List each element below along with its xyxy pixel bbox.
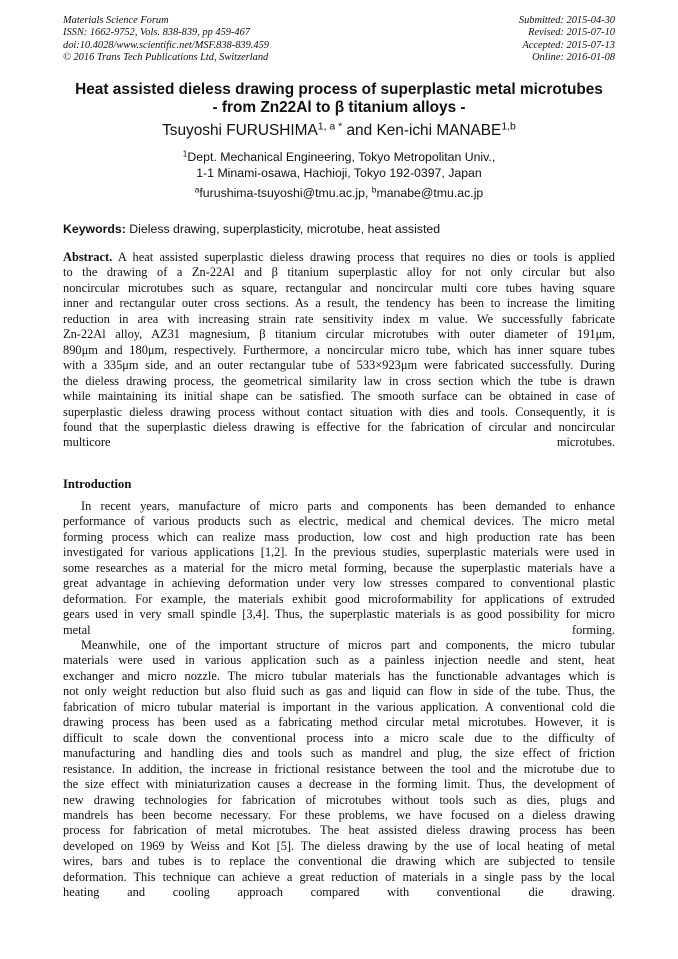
- paragraph-line: the size effect with miniaturization causes a decrease in the forming limit. Thus, the development of: [63, 777, 615, 792]
- paragraph-line: In recent years, manufacture of micro parts and components has been demanded to enhance: [81, 499, 615, 513]
- submitted-date: Submitted: 2015-04-30: [518, 15, 615, 26]
- introduction-paragraph-1: [63, 499, 615, 638]
- paragraph-line: wires, bars and tubes is to replace the conventional die drawing which are subjected to tensile: [63, 854, 615, 869]
- paragraph-line: fabrication of micro tubular material is important in the various application. A conventional cold die: [63, 699, 615, 714]
- author-2: Ken-ichi MANABE: [376, 122, 502, 139]
- paragraph-line: exchanger and micro nozzle. The micro tubular materials has the functionable advantages which is: [63, 668, 615, 683]
- author-1: Tsuyoshi FURUSHIMA: [162, 122, 318, 139]
- paragraph-line: process for fabrication of metal microtubes. The heat assisted dieless drawing process has been: [63, 823, 615, 838]
- revised-date: Revised: 2015-07-10: [528, 27, 615, 39]
- paragraph-line: investigated for various applications [1,2]. In the previous studies, superplastic materials were used in: [63, 545, 615, 560]
- paragraph-line: new drawing technologies for fabrication of microtubes without tools such as dies, plugs and: [63, 792, 615, 807]
- paragraph-line: Meanwhile, one of the important structure of micros part and components, the micro tubular: [81, 638, 615, 652]
- author-list: [40, 121, 638, 140]
- paragraph-line: difficult to scale down the conventional process into a micro scale due to the difficulty of: [63, 730, 615, 745]
- affiliation-mark: 1: [182, 148, 188, 159]
- abstract-line: with a 335μm side, and an outer rectangular tube of 533×923μm were fabricated successfully. During: [63, 358, 615, 373]
- introduction-paragraph-2: [63, 638, 615, 901]
- paragraph-line: metal forming.: [63, 622, 615, 637]
- affiliation-line-2: 1-1 Minami-osawa, Hachioji, Tokyo 192-0397, Japan: [196, 166, 482, 180]
- dates-header: [519, 15, 615, 64]
- abstract-line: Zn-22Al alloy, AZ31 magnesium, β titanium circular microtubes with outer diameter of 191μm,: [63, 327, 615, 342]
- issn-line: ISSN: 1662-9752, Vols. 838-839, pp 459-467: [63, 27, 251, 39]
- title-line-2: - from Zn22Al to β titanium alloys -: [212, 99, 466, 116]
- keywords: [63, 221, 440, 237]
- paragraph-line: resistance. In addition, the increase in frictional resistance between the tool and the microtube due to: [63, 761, 615, 776]
- paragraph-line: manufacturing and handling dies and tools such as mandrel and plug, the size effect of friction: [63, 746, 615, 761]
- paragraph-line: deformation. For example, the materials exhibit good microformability for applications of extruded: [63, 591, 615, 606]
- paragraph-line: not only weight reduction but also fluid such as gas and liquid can flow in side of the tube. Thus, the: [63, 684, 615, 699]
- abstract-line: 890μm and 180μm, respectively. Furthermore, a noncircular micro tube, which has inner square tubes: [63, 342, 615, 357]
- author-emails: [40, 185, 638, 201]
- paragraph-line: drawing process has been used as a fabricating method circular metal microtubes. However, it is: [63, 715, 615, 730]
- affiliation: [40, 149, 638, 181]
- paragraph-line: great advantage in achieving deformation under very low stresses compared to conventional plastic: [63, 576, 615, 591]
- doi-line: doi:10.4028/www.scientific.net/MSF.838-839.459: [63, 39, 269, 51]
- author-connector: and: [342, 122, 377, 139]
- abstract-line: while maintaining its initial shape can be satisfied. The smooth surface can be obtained in case of: [63, 389, 615, 404]
- keywords-text: Dieless drawing, superplasticity, microtube, heat assisted: [125, 222, 441, 236]
- paragraph-line: some researches as a material for the micro metal forming, because the superplastic materials have a: [63, 560, 615, 575]
- paragraph-line: mandrels has been become necessary. For these problems, we have focused on a dieless drawing: [63, 807, 615, 822]
- email-a: furushima-tsuyoshi@tmu.ac.jp,: [199, 186, 372, 200]
- abstract-line: found that the superplastic dieless drawing is effective for the fabrication of circular and noncircular: [63, 419, 615, 434]
- copyright-line: © 2016 Trans Tech Publications Ltd, Switzerland: [63, 51, 269, 63]
- paragraph-line: materials were used in various application such as a painless injection needle and stent, heat: [63, 653, 615, 668]
- abstract-line: noncircular microtubes such as square, rectangular and noncircular multi core tubes having square: [63, 280, 615, 295]
- affiliation-line-1: Dept. Mechanical Engineering, Tokyo Metropolitan Univ.,: [187, 150, 496, 164]
- introduction-heading: Introduction: [63, 477, 132, 491]
- author-1-affil-mark: 1, a *: [317, 121, 343, 133]
- paragraph-line: developed on 1969 by Weiss and Kot [5]. The dieless drawing by the use of local heating of metal: [63, 838, 615, 853]
- accepted-date: Accepted: 2015-07-13: [522, 39, 615, 51]
- email-b: manabe@tmu.ac.jp: [376, 186, 484, 200]
- journal-name: Materials Science Forum: [63, 15, 169, 26]
- paper-title: [40, 81, 638, 117]
- abstract: [63, 250, 615, 451]
- abstract-line: multicore microtubes.: [63, 435, 615, 450]
- abstract-line: to the drawing of a Zn-22Al and β titanium superplastic alloy for not only circular but also: [63, 265, 615, 280]
- abstract-line: Abstract. A heat assisted superplastic dieless drawing process that requires no dies or tools is applied: [63, 250, 615, 264]
- abstract-line: the dieless drawing process, the geometrical similarity law in cross section which the tube is drawn: [63, 373, 615, 388]
- title-line-1: Heat assisted dieless drawing process of superplastic metal microtubes: [75, 81, 603, 98]
- abstract-line: inner and rectangular outer cross sections. As a result, the tendency has been to increase the limiting: [63, 296, 615, 311]
- paragraph-line: heating and cooling approach compared with conventional die drawing.: [63, 885, 615, 900]
- abstract-label: Abstract.: [63, 250, 113, 264]
- abstract-line: superplastic dieless drawing process without contact situation with dies and tools. Consequently, it is: [63, 404, 615, 419]
- author-2-affil-mark: 1,b: [501, 121, 516, 133]
- email-b-mark: b: [371, 184, 377, 195]
- paragraph-line: forming process which can realize mass production, low cost and high production rate has been: [63, 529, 615, 544]
- paragraph-line: deformation. This technique can achieve a great reduction of materials in a single pass by the local: [63, 869, 615, 884]
- paragraph-line: performance of various products such as electric, medical and chemical devices. The micro metal: [63, 514, 615, 529]
- email-a-mark: a: [194, 184, 200, 195]
- paragraph-line: gears used in very small spindle [3,4]. Thus, the superplastic materials is as good possibility for micro: [63, 607, 615, 622]
- abstract-line: reduction in area with increasing strain rate sensitivity index m value. We successfully fabricate: [63, 311, 615, 326]
- keywords-label: Keywords:: [63, 222, 126, 236]
- online-date: Online: 2016-01-08: [532, 51, 615, 63]
- journal-header: [63, 15, 269, 64]
